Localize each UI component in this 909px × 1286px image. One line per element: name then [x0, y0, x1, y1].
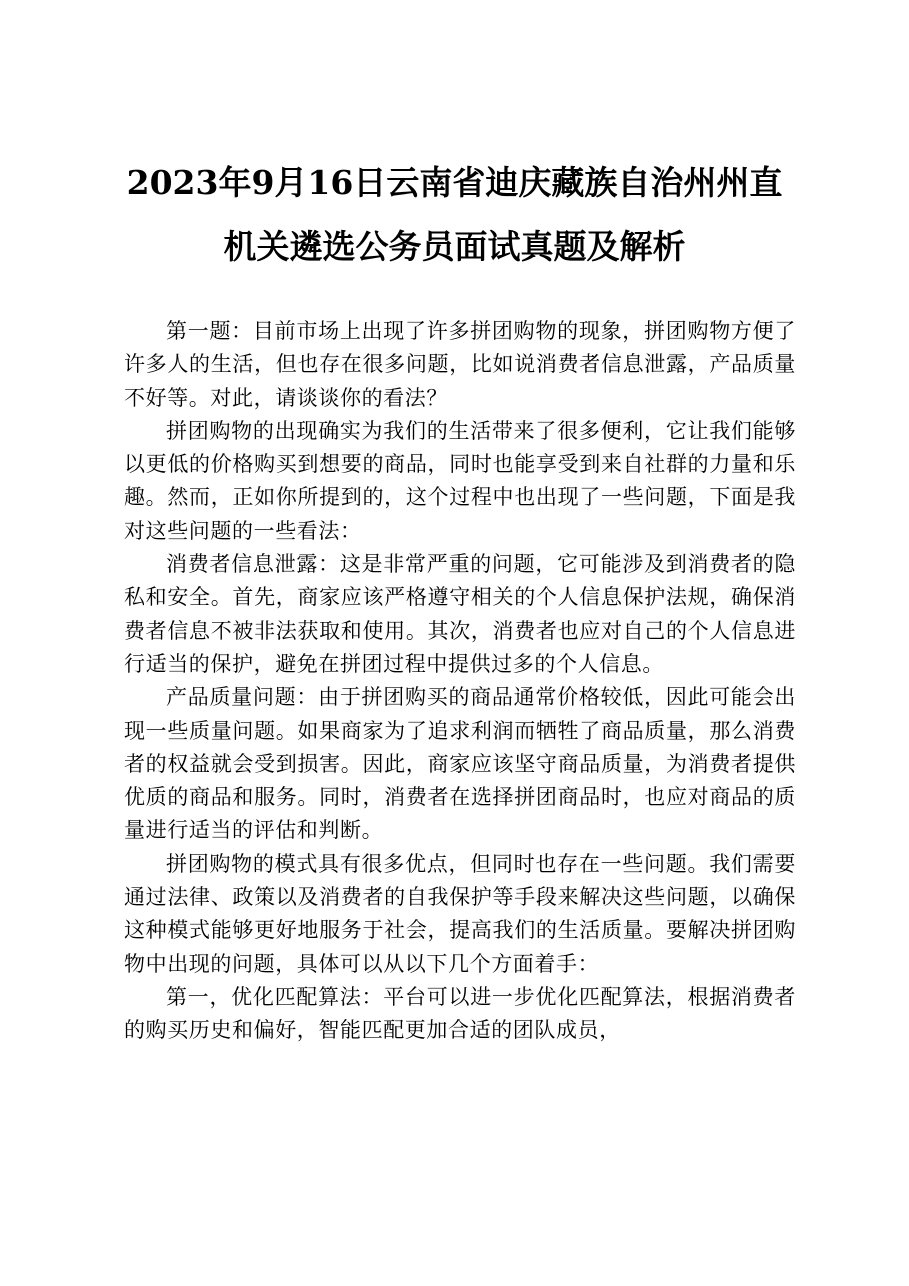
paragraph-summary: 拼团购物的模式具有很多优点，但同时也存在一些问题。我们需要通过法律、政策以及消费者的自我保护等手段来解决这些问题，以确保这种模式能够更好地服务于社会，提高我们的生活质量。要解决拼团购物中出现的问题，具体可以从以下几个方面着手： [124, 851, 796, 976]
paragraph-info-leak: 消费者信息泄露：这是非常严重的问题，它可能涉及到消费者的隐私和安全。首先，商家应该严格遵守相关的个人信息保护法规，确保消费者信息不被非法获取和使用。其次，消费者也应对自己的个人信息进行适当的保护，避免在拼团过程中提供过多的个人信息。 [124, 552, 796, 676]
document-title-line-1: 2023年9月16日云南省迪庆藏族自治州州直 [126, 163, 783, 202]
document-body [124, 315, 796, 1048]
paragraph-intro: 拼团购物的出现确实为我们的生活带来了很多便利，它让我们能够以更低的价格购买到想要的商品，同时也能享受到来自社群的力量和乐趣。然而，正如你所提到的，这个过程中也出现了一些问题，下面是我对这些问题的一些看法： [124, 418, 796, 543]
paragraph-point-one: 第一，优化匹配算法：平台可以进一步优化匹配算法，根据消费者的购买历史和偏好，智能匹配更加合适的团队成员， [124, 984, 796, 1043]
paragraph-question: 第一题：目前市场上出现了许多拼团购物的现象，拼团购物方便了许多人的生活，但也存在很多问题，比如说消费者信息泄露，产品质量不好等。对此，请谈谈你的看法？ [124, 319, 796, 410]
paragraph-quality: 产品质量问题：由于拼团购买的商品通常价格较低，因此可能会出现一些质量问题。如果商家为了追求利润而牺牲了商品质量，那么消费者的权益就会受到损害。因此，商家应该坚守商品质量，为消费者提供优质的商品和服务。同时，消费者在选择拼团商品时，也应对商品的质量进行适当的评估和判断。 [124, 685, 796, 843]
document-title-line-2: 机关遴选公务员面试真题及解析 [223, 227, 686, 266]
